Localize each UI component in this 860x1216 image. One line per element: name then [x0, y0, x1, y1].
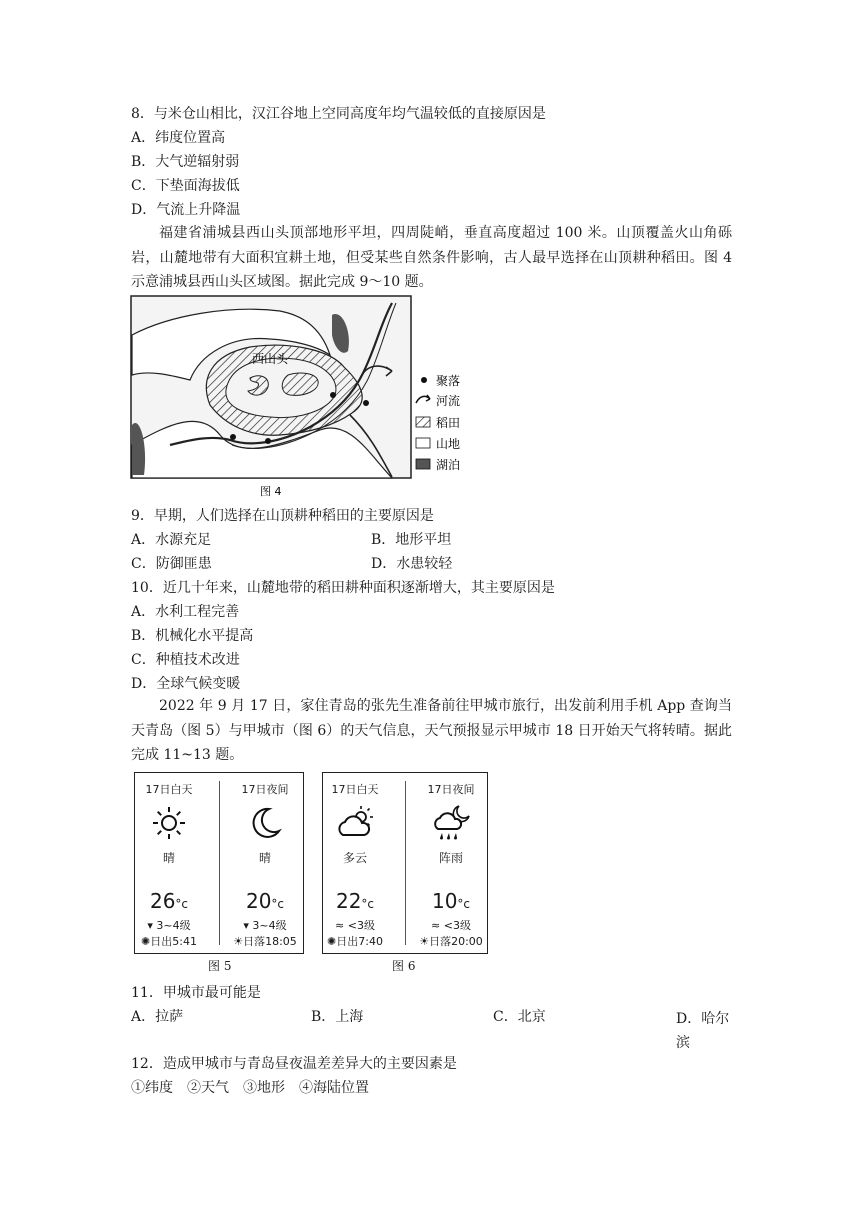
legend-mountain-label: 山地 — [436, 437, 461, 451]
weather-temperature: 26°c — [149, 889, 189, 913]
moon-icon — [245, 803, 285, 843]
settlement-dot — [363, 400, 369, 406]
passage-xishantou: 福建省浦城县西山头顶部地形平坦，四周陡峭，垂直高度超过 100 米。山顶覆盖火山角砾岩，山麓地带有大面积宜耕土地，但受某些自然条件影响，古人最早选择在山顶耕种稻田。图 4 示意浦城县西山头区域图。据此完成 9～10 题。 — [131, 225, 732, 290]
weather-wind: ▾ 3~4级 — [147, 919, 191, 932]
figure-6-caption: 图 6 — [392, 959, 416, 973]
figure-4-caption: 图 4 — [260, 485, 282, 498]
weather-temperature: 20°c — [245, 889, 285, 913]
legend-settlement-label: 聚落 — [436, 374, 461, 388]
sun-icon — [149, 803, 189, 843]
weather-header: 17日白天 — [145, 783, 193, 796]
weather-sunset: ☀日落18:05 — [233, 935, 297, 948]
map-legend — [416, 373, 460, 472]
settlement-dot — [330, 392, 336, 398]
cloud-sun-icon — [335, 803, 375, 843]
legend-paddy-icon — [416, 417, 430, 427]
q12-choices: ①纬度 ②天气 ③地形 ④海陆位置 — [131, 1080, 369, 1096]
legend-settlement-icon — [421, 377, 427, 383]
q11-option-a: A．拉萨 — [131, 1009, 184, 1025]
weather-wind: ▾ 3~4级 — [243, 919, 287, 932]
settlement-dot — [230, 434, 236, 440]
weather-temperature: 22°c — [335, 889, 375, 913]
weather-condition: 晴 — [162, 851, 175, 865]
q8-stem: 8．与米仓山相比，汉江谷地上空同高度年均气温较低的直接原因是 — [131, 106, 546, 122]
weather-condition: 晴 — [258, 851, 271, 865]
weather-temperature: 10°c — [431, 889, 471, 913]
q10-option-a: A．水利工程完善 — [131, 604, 240, 620]
legend-river-icon — [416, 395, 430, 403]
cloud-rain-moon-icon — [431, 803, 471, 843]
figure-5-caption: 图 5 — [208, 959, 232, 973]
legend-river-label: 河流 — [436, 394, 461, 408]
q11-stem: 11．甲城市最可能是 — [131, 985, 261, 1001]
q9-stem: 9．早期，人们选择在山顶耕种稻田的主要原因是 — [131, 508, 434, 524]
weather-header: 17日夜间 — [241, 783, 289, 796]
weather-header: 17日夜间 — [427, 783, 475, 796]
weather-night-column — [215, 773, 315, 953]
weather-day-column — [119, 773, 219, 953]
place-label-xishantou: 西山头 — [252, 352, 289, 366]
legend-paddy-label: 稻田 — [436, 416, 461, 430]
q10-option-d: D．全球气候变暖 — [131, 676, 241, 692]
q9-option-a: A．水源充足 — [131, 532, 212, 548]
q10-stem: 10．近几十年来，山麓地带的稻田耕种面积逐渐增大，其主要原因是 — [131, 580, 555, 596]
q11-option-c: C．北京 — [493, 1009, 546, 1025]
weather-sunset: ☀日落20:00 — [419, 935, 483, 948]
q11-option-b: B．上海 — [311, 1009, 364, 1025]
legend-mountain-icon — [416, 438, 430, 448]
q11-option-d: D．哈尔滨 — [676, 1011, 730, 1051]
q9-option-c: C．防御匪患 — [131, 556, 212, 572]
weather-wind: ≈ <3级 — [431, 919, 471, 932]
q8-option-d: D．气流上升降温 — [131, 202, 241, 218]
legend-lake-icon — [416, 459, 430, 469]
weather-sunrise: ✺日出5:41 — [141, 935, 197, 948]
weather-night-column — [401, 773, 501, 953]
q9-option-b: B．地形平坦 — [371, 532, 452, 548]
q12-stem: 12．造成甲城市与青岛昼夜温差差异大的主要因素是 — [131, 1056, 457, 1072]
q8-option-a: A．纬度位置高 — [131, 130, 226, 146]
weather-wind: ≈ <3级 — [335, 919, 375, 932]
settlement-dot — [265, 438, 271, 444]
weather-day-column — [305, 773, 405, 953]
figure-6-weather-card — [322, 772, 488, 954]
weather-sunrise: ✺日出7:40 — [327, 935, 383, 948]
passage-weather: 2022 年 9 月 17 日，家住青岛的张先生准备前往甲城市旅行，出发前利用手机 App 查询当天青岛（图 5）与甲城市（图 6）的天气信息，天气预报显示甲城市 18 日开始天气将转晴。据此完成 11~13 题。 — [131, 698, 732, 763]
legend-lake-label: 湖泊 — [436, 458, 461, 472]
q10-option-c: C．种植技术改进 — [131, 652, 240, 668]
figure-4-map — [130, 295, 480, 500]
q9-option-d: D．水患较轻 — [371, 556, 453, 572]
q8-option-b: B．大气逆辐射弱 — [131, 154, 240, 170]
weather-condition: 阵雨 — [438, 851, 463, 865]
q8-option-c: C．下垫面海拔低 — [131, 178, 240, 194]
figure-5-weather-card — [134, 772, 304, 954]
weather-header: 17日白天 — [331, 783, 379, 796]
weather-condition: 多云 — [342, 851, 367, 865]
q10-option-b: B．机械化水平提高 — [131, 628, 254, 644]
